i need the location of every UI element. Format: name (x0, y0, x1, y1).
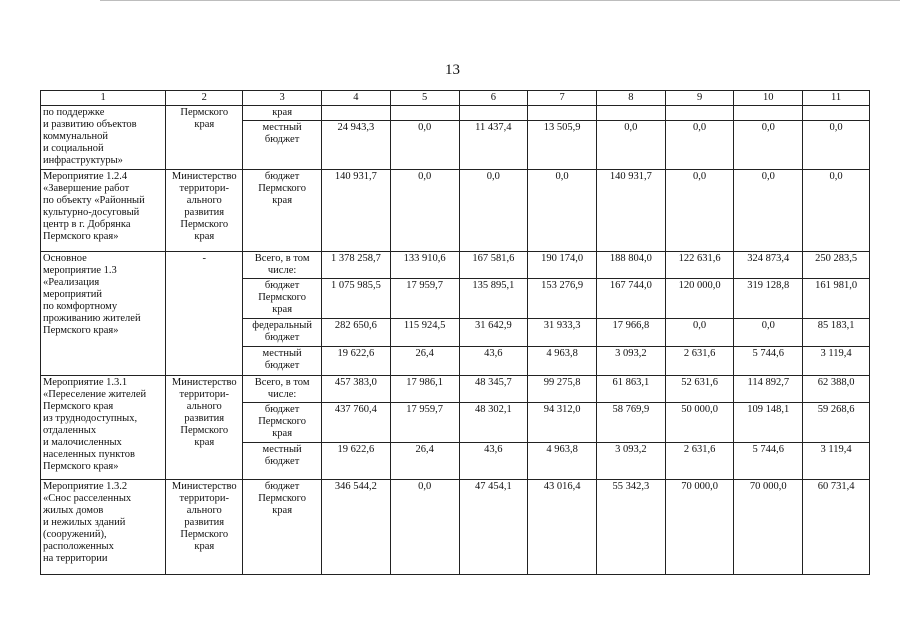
amount-cell: 437 760,4 (322, 403, 391, 443)
table-row (41, 170, 870, 252)
amount-cell: 2 631,6 (665, 443, 734, 480)
amount-cell: 188 804,0 (596, 252, 665, 279)
amount-cell: 3 119,4 (803, 443, 870, 480)
amount-cell: 1 075 985,5 (322, 279, 391, 319)
amount-cell: 0,0 (734, 319, 803, 347)
amount-cell: 48 302,1 (459, 403, 528, 443)
funding-source: федеральный бюджет (243, 319, 322, 347)
amount-cell: 19 622,6 (322, 347, 391, 376)
table-row (41, 106, 870, 121)
amount-cell: 19 622,6 (322, 443, 391, 480)
amount-cell: 4 963,8 (528, 443, 597, 480)
table-row (41, 252, 870, 279)
amount-cell: 70 000,0 (734, 480, 803, 575)
amount-cell: 250 283,5 (803, 252, 870, 279)
table-header (41, 91, 870, 106)
funding-source: края (243, 106, 322, 121)
amount-cell: 0,0 (734, 121, 803, 170)
amount-cell: 109 148,1 (734, 403, 803, 443)
column-number-header: 2 (166, 91, 243, 106)
measure-name: Мероприятие 1.2.4 «Завершение работ по объекту «Районный культурно-досуговый центр в г. Добрянка Пермского края» (41, 170, 166, 252)
amount-cell: 94 312,0 (528, 403, 597, 443)
table-body (41, 106, 870, 575)
amount-cell: 0,0 (734, 170, 803, 252)
responsible-executor: - (166, 252, 243, 376)
funding-source: Всего, в том числе: (243, 252, 322, 279)
column-number-header: 4 (322, 91, 391, 106)
amount-cell: 62 388,0 (803, 376, 870, 403)
amount-cell: 31 642,9 (459, 319, 528, 347)
table-row (41, 376, 870, 403)
funding-source: бюджет Пермского края (243, 170, 322, 252)
amount-cell: 167 581,6 (459, 252, 528, 279)
amount-cell: 161 981,0 (803, 279, 870, 319)
responsible-executor: Министерство территори- ального развития Пермского края (166, 170, 243, 252)
amount-cell: 61 863,1 (596, 376, 665, 403)
amount-cell: 26,4 (390, 347, 459, 376)
funding-source: местный бюджет (243, 347, 322, 376)
responsible-executor: Пермского края (166, 106, 243, 170)
amount-cell: 17 959,7 (390, 403, 459, 443)
page-number: 13 (445, 62, 460, 78)
measure-name: Мероприятие 1.3.2 «Снос расселенных жилых домов и нежилых зданий (сооружений), расположенных на территории (41, 480, 166, 575)
empty-cell (528, 106, 597, 121)
amount-cell: 43 016,4 (528, 480, 597, 575)
funding-source: бюджет Пермского края (243, 403, 322, 443)
responsible-executor: Министерство территори- ального развития Пермского края (166, 376, 243, 480)
amount-cell: 153 276,9 (528, 279, 597, 319)
amount-cell: 4 963,8 (528, 347, 597, 376)
amount-cell: 0,0 (390, 170, 459, 252)
budget-table (40, 90, 870, 575)
column-number-header: 10 (734, 91, 803, 106)
column-number-header: 7 (528, 91, 597, 106)
empty-cell (734, 106, 803, 121)
empty-cell (596, 106, 665, 121)
funding-source: местный бюджет (243, 443, 322, 480)
empty-cell (803, 106, 870, 121)
funding-source: местный бюджет (243, 121, 322, 170)
amount-cell: 190 174,0 (528, 252, 597, 279)
amount-cell: 0,0 (528, 170, 597, 252)
amount-cell: 0,0 (390, 480, 459, 575)
amount-cell: 167 744,0 (596, 279, 665, 319)
amount-cell: 0,0 (665, 121, 734, 170)
amount-cell: 0,0 (459, 170, 528, 252)
table-row (41, 480, 870, 575)
amount-cell: 24 943,3 (322, 121, 391, 170)
column-number-header: 1 (41, 91, 166, 106)
measure-name: Основное мероприятие 1.3 «Реализация мероприятий по комфортному проживанию жителей Пермского края» (41, 252, 166, 376)
amount-cell: 52 631,6 (665, 376, 734, 403)
funding-source: бюджет Пермского края (243, 480, 322, 575)
amount-cell: 3 093,2 (596, 347, 665, 376)
amount-cell: 319 128,8 (734, 279, 803, 319)
column-number-header: 9 (665, 91, 734, 106)
amount-cell: 120 000,0 (665, 279, 734, 319)
funding-source: Всего, в том числе: (243, 376, 322, 403)
measure-name: по поддержке и развитию объектов коммунальной и социальной инфраструктуры» (41, 106, 166, 170)
amount-cell: 59 268,6 (803, 403, 870, 443)
amount-cell: 1 378 258,7 (322, 252, 391, 279)
responsible-executor: Министерство территори- ального развития Пермского края (166, 480, 243, 575)
amount-cell: 0,0 (596, 121, 665, 170)
amount-cell: 11 437,4 (459, 121, 528, 170)
amount-cell: 70 000,0 (665, 480, 734, 575)
amount-cell: 5 744,6 (734, 443, 803, 480)
amount-cell: 0,0 (803, 121, 870, 170)
amount-cell: 5 744,6 (734, 347, 803, 376)
amount-cell: 55 342,3 (596, 480, 665, 575)
column-number-header: 5 (390, 91, 459, 106)
amount-cell: 43,6 (459, 347, 528, 376)
empty-cell (459, 106, 528, 121)
amount-cell: 140 931,7 (596, 170, 665, 252)
amount-cell: 99 275,8 (528, 376, 597, 403)
column-number-header: 3 (243, 91, 322, 106)
amount-cell: 324 873,4 (734, 252, 803, 279)
amount-cell: 13 505,9 (528, 121, 597, 170)
column-number-header: 8 (596, 91, 665, 106)
amount-cell: 58 769,9 (596, 403, 665, 443)
amount-cell: 0,0 (665, 170, 734, 252)
column-number-header: 11 (803, 91, 870, 106)
amount-cell: 0,0 (803, 170, 870, 252)
amount-cell: 0,0 (390, 121, 459, 170)
amount-cell: 17 959,7 (390, 279, 459, 319)
amount-cell: 114 892,7 (734, 376, 803, 403)
amount-cell: 85 183,1 (803, 319, 870, 347)
measure-name: Мероприятие 1.3.1 «Переселение жителей Пермского края из труднодоступных, отдаленных и малочисленных населенных пунктов Пермского края» (41, 376, 166, 480)
amount-cell: 122 631,6 (665, 252, 734, 279)
amount-cell: 3 119,4 (803, 347, 870, 376)
column-number-row (41, 91, 870, 106)
amount-cell: 135 895,1 (459, 279, 528, 319)
empty-cell (665, 106, 734, 121)
empty-cell (390, 106, 459, 121)
amount-cell: 50 000,0 (665, 403, 734, 443)
amount-cell: 17 966,8 (596, 319, 665, 347)
amount-cell: 115 924,5 (390, 319, 459, 347)
column-number-header: 6 (459, 91, 528, 106)
funding-source: бюджет Пермского края (243, 279, 322, 319)
amount-cell: 48 345,7 (459, 376, 528, 403)
amount-cell: 346 544,2 (322, 480, 391, 575)
amount-cell: 47 454,1 (459, 480, 528, 575)
amount-cell: 140 931,7 (322, 170, 391, 252)
amount-cell: 31 933,3 (528, 319, 597, 347)
amount-cell: 457 383,0 (322, 376, 391, 403)
empty-cell (322, 106, 391, 121)
amount-cell: 282 650,6 (322, 319, 391, 347)
amount-cell: 43,6 (459, 443, 528, 480)
amount-cell: 2 631,6 (665, 347, 734, 376)
amount-cell: 26,4 (390, 443, 459, 480)
amount-cell: 133 910,6 (390, 252, 459, 279)
amount-cell: 60 731,4 (803, 480, 870, 575)
top-rule (100, 0, 900, 1)
amount-cell: 0,0 (665, 319, 734, 347)
amount-cell: 17 986,1 (390, 376, 459, 403)
amount-cell: 3 093,2 (596, 443, 665, 480)
